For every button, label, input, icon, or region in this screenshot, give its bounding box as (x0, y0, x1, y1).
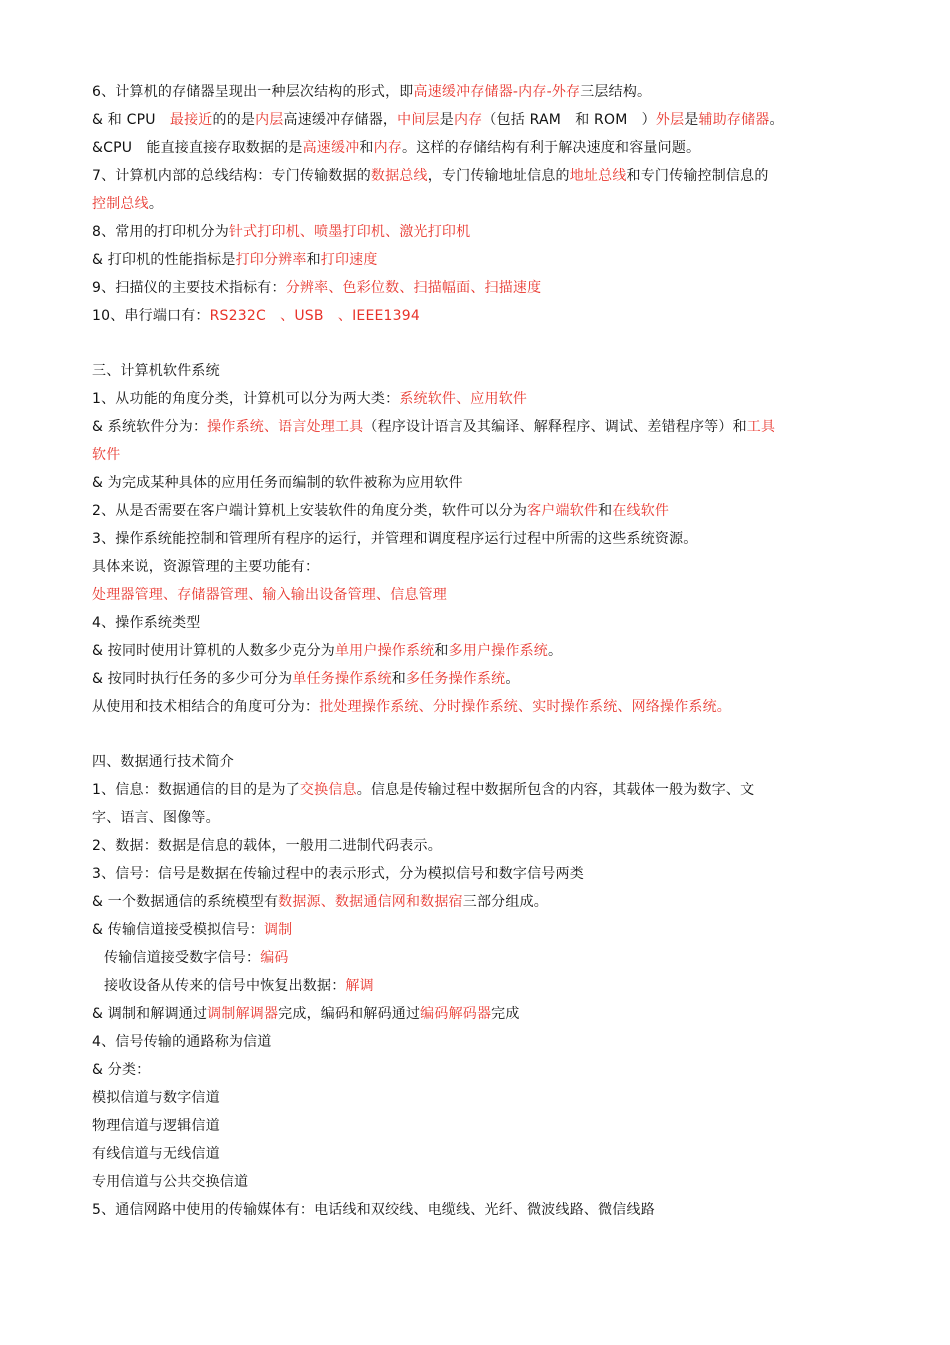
highlighted-text: 内存 (373, 140, 403, 156)
text-segment: （包括 RAM 和 ROM ） (482, 112, 656, 128)
highlighted-text: 地址总线 (569, 168, 627, 184)
text-segment: & 系统软件分为： (92, 419, 208, 435)
text-segment: 是 (684, 112, 699, 128)
text-line (92, 1084, 862, 1112)
text-line (92, 525, 862, 553)
text-line (92, 832, 862, 860)
text-line (92, 944, 862, 972)
text-segment: 传输信道接受数字信号： (104, 950, 261, 966)
text-line (92, 441, 862, 469)
text-line (92, 302, 862, 330)
text-segment: &CPU 能直接直接存取数据的是 (92, 140, 303, 156)
text-line (92, 916, 862, 944)
highlighted-text: 辅助存储器 (698, 112, 770, 128)
highlighted-text: 解调 (345, 978, 374, 994)
highlighted-text: 多用户操作系统 (448, 643, 548, 659)
highlighted-text: 工具 (746, 419, 776, 435)
text-segment: 9、扫描仪的主要技术指标有： (92, 280, 286, 296)
text-segment: （程序设计语言及其编译、解释程序、调试、差错程序等）和 (363, 419, 747, 435)
text-segment: 三部分组成。 (462, 894, 548, 910)
text-segment: 和 (598, 503, 613, 519)
text-line (92, 553, 862, 581)
text-segment: 三、计算机软件系统 (92, 363, 220, 379)
text-line (92, 497, 862, 525)
text-line (92, 1028, 862, 1056)
text-segment: & 按同时使用计算机的人数多少克分为 (92, 643, 335, 659)
text-segment: 7、计算机内部的总线结构：专门传输数据的 (92, 168, 371, 184)
text-segment: 3、信号：信号是数据在传输过程中的表示形式，分为模拟信号和数字信号两类 (92, 866, 584, 882)
text-line (92, 1000, 862, 1028)
text-segment: 模拟信道与数字信道 (92, 1090, 220, 1106)
text-line (92, 776, 862, 804)
text-segment: 5、通信网路中使用的传输媒体有：电话线和双绞线、电缆线、光纤、微波线路、微信线路 (92, 1202, 655, 1218)
highlighted-text: 软件 (92, 447, 121, 463)
text-line (92, 1056, 862, 1084)
text-line (92, 637, 862, 665)
highlighted-text: 处理器管理、存储器管理、输入输出设备管理、信息管理 (92, 587, 447, 603)
text-line (92, 860, 862, 888)
text-line (92, 804, 862, 832)
highlighted-text: 分辨率、色彩位数、扫描幅面、扫描速度 (285, 280, 542, 296)
highlighted-text: 单用户操作系统 (334, 643, 435, 659)
text-segment: 和专门传输控制信息的 (626, 168, 769, 184)
text-segment: 10、串行端口有： (92, 308, 210, 324)
text-line (92, 748, 862, 776)
text-segment: 4、操作系统类型 (92, 615, 201, 631)
text-segment: & 传输信道接受模拟信号： (92, 922, 264, 938)
text-segment: & 为完成某种具体的应用任务而编制的软件被称为应用软件 (92, 475, 463, 491)
text-segment: 和 (306, 252, 321, 268)
text-segment: 是 (439, 112, 454, 128)
text-segment: 2、从是否需要在客户端计算机上安装软件的角度分类，软件可以分为 (92, 503, 528, 519)
text-segment: & 按同时执行任务的多少可分为 (92, 671, 293, 687)
highlighted-text: 打印速度 (320, 252, 378, 268)
highlighted-text: 客户端软件 (527, 503, 599, 519)
text-line (92, 609, 862, 637)
text-segment: 1、从功能的角度分类，计算机可以分为两大类： (92, 391, 400, 407)
highlighted-text: 高速缓冲存储器-内存-外存 (413, 84, 581, 100)
text-segment: 物理信道与逻辑信道 (92, 1118, 220, 1134)
highlighted-text: 高速缓冲 (302, 140, 360, 156)
highlighted-text: 单任务操作系统 (292, 671, 392, 687)
text-line (92, 693, 862, 721)
text-segment: 高速缓冲存储器， (283, 112, 398, 128)
text-line (92, 357, 862, 385)
text-segment: 和 (359, 140, 374, 156)
text-segment: & 调制和解调通过 (92, 1006, 208, 1022)
text-segment: 三层结构。 (580, 84, 652, 100)
text-line (92, 581, 862, 609)
text-line (92, 106, 862, 134)
text-segment: 和 (434, 643, 449, 659)
highlighted-text: 交换信息 (299, 782, 357, 798)
text-segment: 和 (391, 671, 406, 687)
text-segment: 6、计算机的存储器呈现出一种层次结构的形式，即 (92, 84, 414, 100)
highlighted-text: 在线软件 (612, 503, 670, 519)
text-segment: 的的是 (212, 112, 256, 128)
text-segment: 。这样的存储结构有利于解决速度和容量问题。 (402, 140, 701, 156)
text-line (92, 469, 862, 497)
highlighted-text: 最接近 (169, 112, 213, 128)
highlighted-text: 针式打印机、喷墨打印机、激光打印机 (228, 224, 471, 240)
text-segment: 完成 (491, 1006, 520, 1022)
text-line (92, 162, 862, 190)
highlighted-text: 编码 (260, 950, 289, 966)
text-segment: 字、语言、图像等。 (92, 810, 220, 826)
text-segment: 2、数据：数据是信息的载体，一般用二进制代码表示。 (92, 838, 442, 854)
blank-line (92, 721, 862, 748)
text-segment: 8、常用的打印机分为 (92, 224, 229, 240)
highlighted-text: 数据源、数据通信网和数据宿 (278, 894, 463, 910)
text-segment: & 分类： (92, 1062, 151, 1078)
highlighted-text: 编码解码器 (420, 1006, 492, 1022)
blank-line (92, 330, 862, 357)
text-segment: 有线信道与无线信道 (92, 1146, 220, 1162)
highlighted-text: 中间层 (397, 112, 440, 128)
text-segment: 四、数据通行技术简介 (92, 754, 234, 770)
text-line (92, 1140, 862, 1168)
text-line (92, 413, 862, 441)
text-line (92, 218, 862, 246)
text-line (92, 1112, 862, 1140)
text-segment: 。 (769, 112, 784, 128)
highlighted-text: 操作系统、语言处理工具 (207, 419, 364, 435)
text-line (92, 665, 862, 693)
text-segment: 。 (505, 671, 520, 687)
text-segment: 。 (547, 643, 563, 659)
highlighted-text: 内层 (255, 112, 284, 128)
text-line (92, 1196, 862, 1224)
text-line (92, 888, 862, 916)
text-segment: 。 (148, 196, 164, 212)
highlighted-text: 内存 (453, 112, 483, 128)
highlighted-text: RS232C 、USB 、IEEE1394 (209, 308, 420, 324)
highlighted-text: 控制总线 (92, 196, 149, 212)
highlighted-text: 数据总线 (370, 168, 428, 184)
text-line (92, 1168, 862, 1196)
highlighted-text: 系统软件、应用软件 (399, 391, 528, 407)
text-line (92, 274, 862, 302)
text-segment: & 和 CPU (92, 112, 170, 128)
text-line (92, 78, 862, 106)
text-line (92, 190, 862, 218)
text-segment: 从使用和技术相结合的角度可分为： (92, 699, 320, 715)
highlighted-text: 打印分辨率 (235, 252, 307, 268)
text-segment: 1、信息：数据通信的目的是为了 (92, 782, 300, 798)
text-segment: 。信息是传输过程中数据所包含的内容，其载体一般为数字、文 (356, 782, 755, 798)
text-segment: 具体来说，资源管理的主要功能有： (92, 559, 320, 575)
highlighted-text: 外层 (655, 112, 685, 128)
text-segment: 专用信道与公共交换信道 (92, 1174, 249, 1190)
highlighted-text: 多任务操作系统 (405, 671, 506, 687)
text-segment: & 一个数据通信的系统模型有 (92, 894, 279, 910)
highlighted-text: 调制解调器 (207, 1006, 279, 1022)
text-segment: & 打印机的性能指标是 (92, 252, 236, 268)
document-page (92, 78, 862, 1224)
text-line (92, 134, 862, 162)
text-segment: 3、操作系统能控制和管理所有程序的运行，并管理和调度程序运行过程中所需的这些系统资源。 (92, 531, 698, 547)
highlighted-text: 调制 (263, 922, 293, 938)
text-line (92, 246, 862, 274)
text-segment: 接收设备从传来的信号中恢复出数据： (104, 978, 346, 994)
text-line (92, 385, 862, 413)
text-segment: ，专门传输地址信息的 (427, 168, 570, 184)
text-segment: 4、信号传输的通路称为信道 (92, 1034, 272, 1050)
text-segment: 完成，编码和解码通过 (278, 1006, 421, 1022)
text-line (92, 972, 862, 1000)
highlighted-text: 批处理操作系统、分时操作系统、实时操作系统、网络操作系统。 (319, 699, 732, 715)
